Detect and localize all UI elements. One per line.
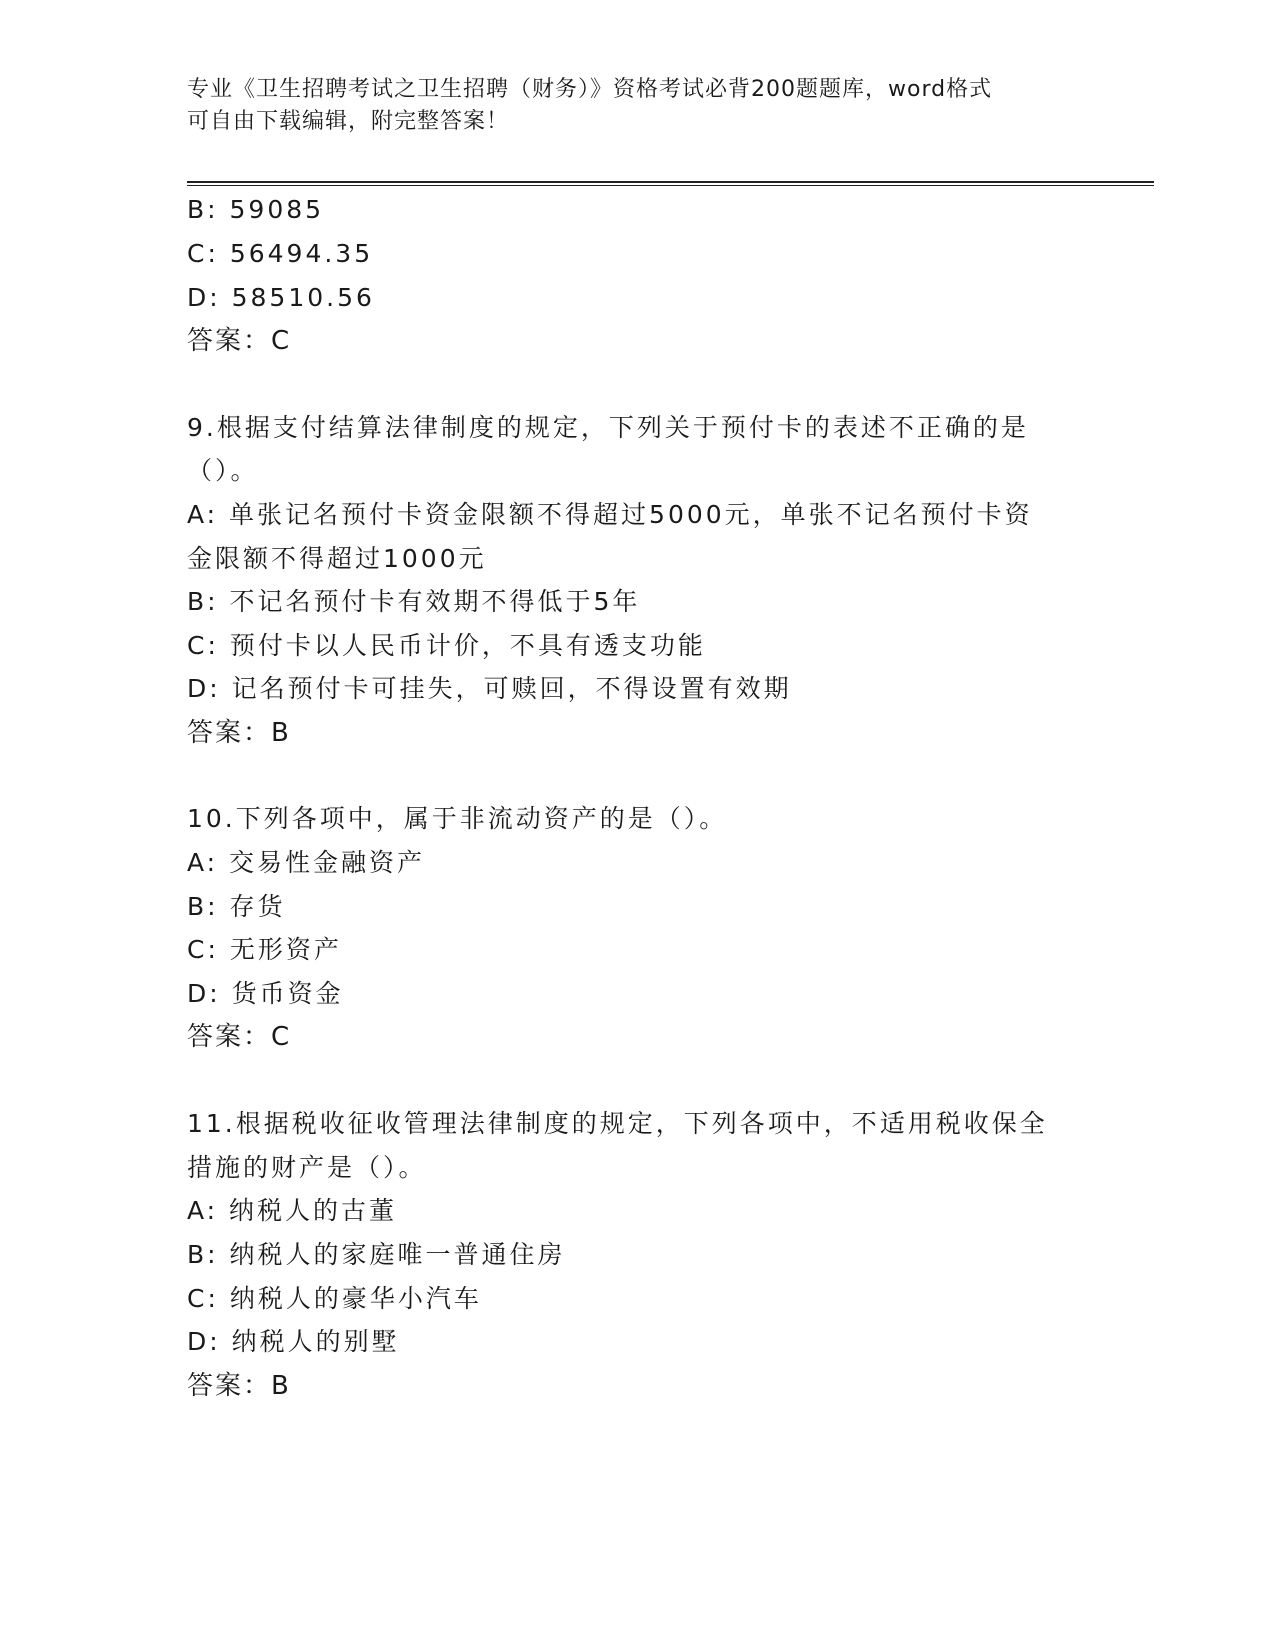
q10-option-d: D: 货币资金	[187, 979, 344, 1008]
q11-option-b: B: 纳税人的家庭唯一普通住房	[187, 1240, 566, 1269]
document-header	[187, 74, 1067, 138]
q9-option-c: C: 预付卡以人民币计价，不具有透支功能	[187, 631, 706, 660]
q9-answer: 答案：B	[187, 718, 291, 748]
q8-option-c: C: 56494.35	[187, 239, 374, 268]
q11-option-d: D: 纳税人的别墅	[187, 1327, 400, 1356]
q11-option-c: C: 纳税人的豪华小汽车	[187, 1284, 482, 1313]
q8-answer: 答案：C	[187, 326, 292, 356]
q9-stem-line-1: 9.根据支付结算法律制度的规定，下列关于预付卡的表述不正确的是	[187, 413, 1029, 442]
q10-answer: 答案：C	[187, 1022, 292, 1052]
q9-option-a-line-1: A: 单张记名预付卡资金限额不得超过5000元，单张不记名预付卡资	[187, 500, 1033, 529]
q9-option-b: B: 不记名预付卡有效期不得低于5年	[187, 587, 641, 616]
q10-option-c: C: 无形资产	[187, 935, 342, 964]
q8-option-b: B: 59085	[187, 195, 325, 224]
q11-answer: 答案：B	[187, 1371, 291, 1401]
header-line-2: 可自由下载编辑，附完整答案！	[187, 109, 510, 134]
q11-option-a: A: 纳税人的古董	[187, 1196, 398, 1225]
q10-stem: 10.下列各项中，属于非流动资产的是（）。	[187, 804, 728, 833]
header-divider-thick	[187, 181, 1154, 183]
header-divider-thin	[187, 185, 1154, 186]
q11-stem-line-1: 11.根据税收征收管理法律制度的规定，下列各项中，不适用税收保全	[187, 1109, 1048, 1138]
q9-option-a-line-2: 金限额不得超过1000元	[187, 544, 487, 573]
header-line-1: 专业《卫生招聘考试之卫生招聘（财务）》资格考试必背200题题库，word格式	[187, 77, 993, 102]
q10-option-a: A: 交易性金融资产	[187, 848, 426, 877]
q8-option-d: D: 58510.56	[187, 283, 375, 312]
q9-stem-line-2: （）。	[187, 456, 259, 485]
q10-option-b: B: 存货	[187, 892, 286, 921]
q9-option-d: D: 记名预付卡可挂失，可赎回，不得设置有效期	[187, 674, 792, 703]
q11-stem-line-2: 措施的财产是（）。	[187, 1153, 427, 1182]
